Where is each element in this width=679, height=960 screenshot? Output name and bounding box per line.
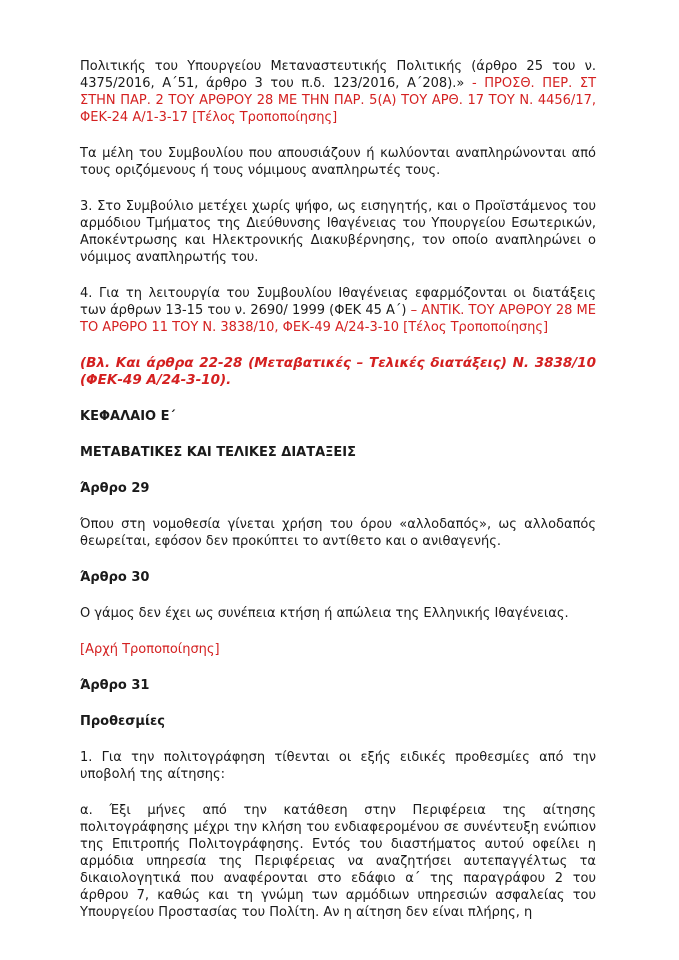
paragraph-text: 4. Για τη λειτουργία του Συμβουλίου Ιθαγένειας εφαρμόζονται οι διατάξεις των άρθρων 13-15 του ν. 2690/ 1999 (ΦΕΚ 45 Α΄) — [80, 286, 596, 318]
article-31-item-a: α. Έξι μήνες από την κατάθεση στην Περιφέρεια της αίτησης πολιτογράφησης μέχρι την κλήση του ενδιαφερομένου σε συνέντευξη ενώπιον της Επιτροπής Πολιτογράφησης. Εντός του διαστήματος αυτού οφείλει η αρμόδια υπηρεσία της Περιφέρειας να αναζητήσει αυτεπαγγέλτως τα δικαιολογητικά που αναφέρονται στο εδάφιο α΄ της παραγράφου 2 του άρθρου 7, καθώς και τη γνώμη των αρμόδιων υπηρεσιών ασφαλείας του Υπουργείου Προστασίας του Πολίτη. Αν η αίτηση δεν είναι πλήρης, η — [80, 803, 596, 920]
document-page — [80, 58, 596, 940]
article-31-subheading: Προθεσμίες — [80, 714, 165, 729]
chapter-number: ΚΕΦΑΛΑΙΟ Ε΄ — [80, 409, 176, 424]
article-29-text: Όπου στη νομοθεσία γίνεται χρήση του όρου «αλλοδαπός», ως αλλοδαπός θεωρείται, εφόσον δεν προκύπτει το αντίθετο και ο ανιθαγενής. — [80, 517, 596, 549]
article-29-heading: Άρθρο 29 — [80, 481, 150, 496]
article-31-paragraph-1: 1. Για την πολιτογράφηση τίθενται οι εξής ειδικές προθεσμίες από την υποβολή της αίτησης: — [80, 750, 596, 782]
cross-reference-note: (Βλ. Και άρθρα 22-28 (Μεταβατικές – Τελικές διατάξεις) Ν. 3838/10 (ΦΕΚ-49 Α/24-3-10). — [80, 355, 596, 388]
chapter-title: ΜΕΤΑΒΑΤΙΚΕΣ ΚΑΙ ΤΕΛΙΚΕΣ ΔΙΑΤΑΞΕΙΣ — [80, 445, 356, 460]
paragraph-4 — [80, 285, 596, 336]
article-30-text: Ο γάμος δεν έχει ως συνέπεια κτήση ή απώλεια της Ελληνικής Ιθαγένειας. — [80, 606, 569, 621]
paragraph-substitutes: Τα μέλη του Συμβουλίου που απουσιάζουν ή κωλύονται αναπληρώνονται από τους οριζόμενους ή τους νόμιμους αναπληρωτές τους. — [80, 146, 596, 178]
amendment-start-marker: [Αρχή Τροποποίησης] — [80, 642, 220, 657]
article-31-heading: Άρθρο 31 — [80, 678, 150, 693]
paragraph-continuation — [80, 58, 596, 126]
amendment-note: - ΠΡΟΣΘ. ΠΕΡ. ΣΤ ΣΤΗΝ ΠΑΡ. 2 ΤΟΥ ΑΡΘΡΟΥ 28 ΜΕ ΤΗΝ ΠΑΡ. 5(Α) ΤΟΥ ΑΡΘ. 17 ΤΟΥ Ν. 4456/17, ΦΕΚ-24 Α/1-3-17 [Τέλος Τροποποίησης] — [80, 76, 597, 125]
article-30-heading: Άρθρο 30 — [80, 570, 150, 585]
amendment-note: – ΑΝΤΙΚ. ΤΟΥ ΑΡΘΡΟΥ 28 ΜΕ ΤΟ ΑΡΘΡΟ 11 ΤΟΥ Ν. 3838/10, ΦΕΚ-49 Α/24-3-10 [Τέλος Τροποποίησης] — [80, 303, 596, 335]
paragraph-3: 3. Στο Συμβούλιο μετέχει χωρίς ψήφο, ως εισηγητής, και ο Προϊστάμενος του αρμόδιου Τμήματος της Διεύθυνσης Ιθαγένειας του Υπουργείου Εσωτερικών, Αποκέντρωσης και Ηλεκτρονικής Διακυβέρνησης, τον οποίο αναπληρώνει ο νόμιμος αναπληρωτής του. — [80, 199, 596, 265]
paragraph-text: Πολιτικής του Υπουργείου Μεταναστευτικής Πολιτικής (άρθρο 25 του ν. 4375/2016, Α΄51, άρθρο 3 του π.δ. 123/2016, Α΄208).» — [80, 59, 596, 91]
